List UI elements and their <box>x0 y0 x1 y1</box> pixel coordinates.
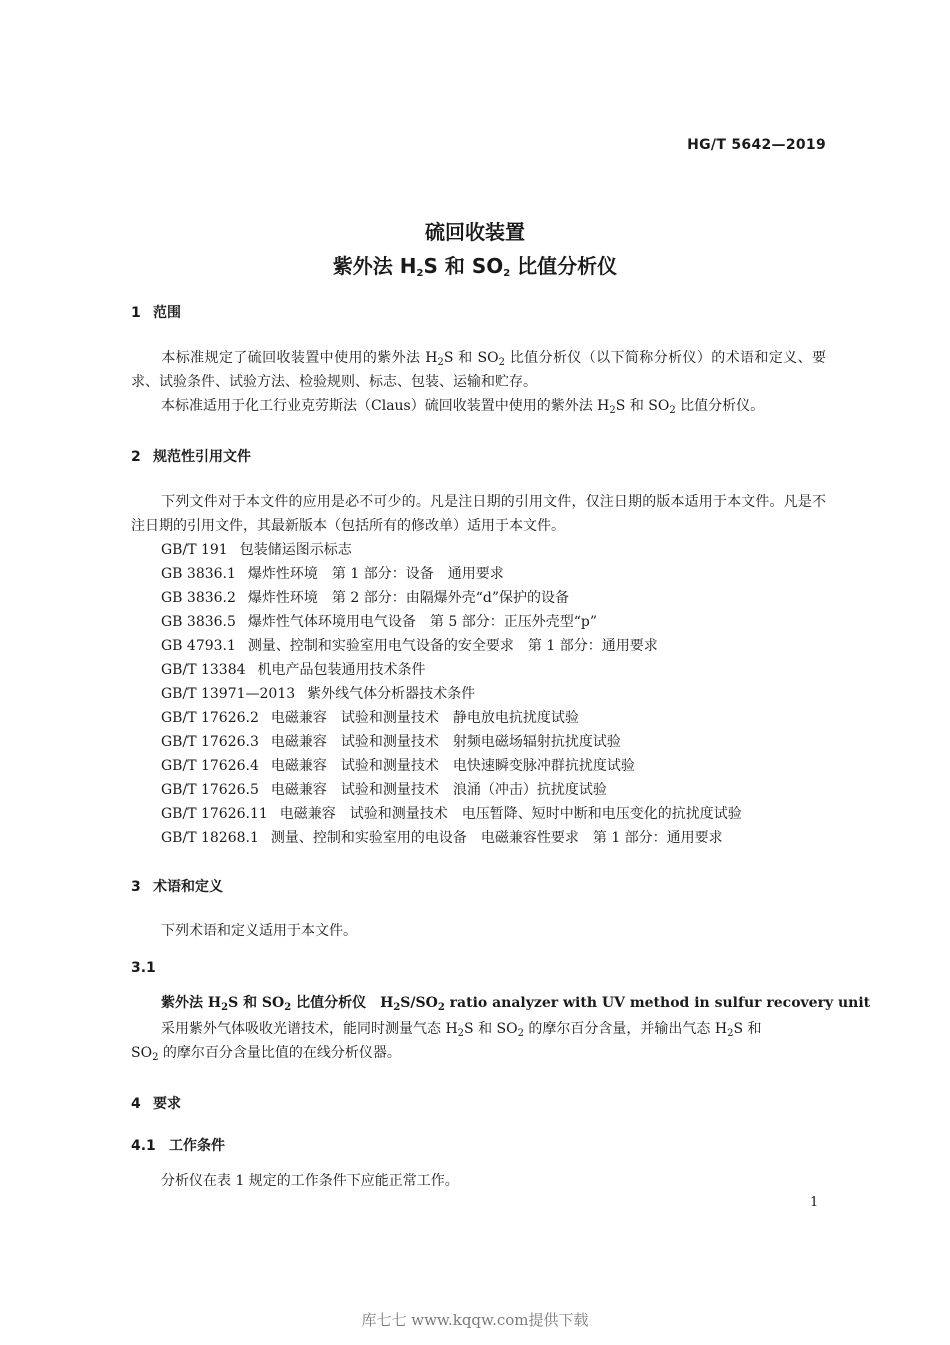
normative-references-list <box>161 538 742 850</box>
section-4-1-heading: 4.1 工作条件 <box>131 1138 225 1154</box>
reference-item: GB/T 17626.4 电磁兼容 试验和测量技术 电快速瞬变脉冲群抗扰度试验 <box>161 758 635 774</box>
reference-item: GB/T 17626.11 电磁兼容 试验和测量技术 电压暂降、短时中断和电压变化的抗扰度试验 <box>161 806 742 822</box>
reference-item: GB/T 17626.5 电磁兼容 试验和测量技术 浪涌（冲击）抗扰度试验 <box>161 782 607 798</box>
section-2-intro: 下列文件对于本文件的应用是必不可少的。凡是注日期的引用文件，仅注日期的版本适用于本文件。凡是不注日期的引用文件，其最新版本（包括所有的修改单）适用于本文件。 <box>131 494 826 534</box>
reference-item: GB 3836.5 爆炸性气体环境用电气设备 第 5 部分：正压外壳型“p” <box>161 614 598 630</box>
section-3-intro: 下列术语和定义适用于本文件。 <box>161 923 357 939</box>
reference-item: GB 4793.1 测量、控制和实验室用电气设备的安全要求 第 1 部分：通用要求 <box>161 638 658 654</box>
document-title-line1: 硫回收装置 <box>425 220 525 244</box>
term-3-1-definition: 采用紫外气体吸收光谱技术，能同时测量气态 $H_2S$ 和 $SO_2$ 的摩尔百分含量，并输出气态 $H_2S$ 和 $SO_2$ 的摩尔百分含量比值的在线分析仪器。 <box>131 1021 762 1063</box>
page-number: 1 <box>810 1195 819 1210</box>
section-2-heading: 2 规范性引用文件 <box>131 449 251 465</box>
reference-item: GB/T 17626.3 电磁兼容 试验和测量技术 射频电磁场辐射抗扰度试验 <box>161 734 621 750</box>
section-4-1-paragraph: 分析仪在表 1 规定的工作条件下应能正常工作。 <box>161 1173 459 1189</box>
term-3-1-title: 紫外法 $H_2S$ 和 $SO_2$ 比值分析仪 $H_2S/SO_2$ ratio analyzer with UV method in sulfur recovery unit <box>161 995 871 1013</box>
section-1-paragraph-1: 本标准规定了硫回收装置中使用的紫外法 $H_2S$ 和 $SO_2$ 比值分析仪（以下简称分析仪）的术语和定义、要求、试验条件、试验方法、检验规则、标志、包装、运输和贮存。 <box>131 350 826 390</box>
section-3-heading: 3 术语和定义 <box>131 879 223 895</box>
reference-item: GB/T 13384 机电产品包装通用技术条件 <box>161 662 426 678</box>
standard-code: HG/T 5642—2019 <box>687 137 826 153</box>
reference-item: GB/T 18268.1 测量、控制和实验室用的电设备 电磁兼容性要求 第 1 部分：通用要求 <box>161 830 723 846</box>
reference-item: GB/T 191 包装储运图示标志 <box>161 542 352 558</box>
section-1-heading: 1 范围 <box>131 305 181 321</box>
section-1-paragraph-2: 本标准适用于化工行业克劳斯法（Claus）硫回收装置中使用的紫外法 $H_2S$ 和 $SO_2$ 比值分析仪。 <box>161 398 765 416</box>
reference-item: GB 3836.1 爆炸性环境 第 1 部分：设备 通用要求 <box>161 566 504 582</box>
section-4-heading: 4 要求 <box>131 1096 181 1112</box>
document-title-line2: 紫外法 $H_2S$ 和 $SO_2$ 比值分析仪 <box>332 254 618 279</box>
reference-item: GB 3836.2 爆炸性环境 第 2 部分：由隔爆外壳“d”保护的设备 <box>161 590 570 606</box>
term-3-1-number: 3.1 <box>131 960 156 976</box>
reference-item: GB/T 17626.2 电磁兼容 试验和测量技术 静电放电抗扰度试验 <box>161 710 579 726</box>
download-watermark: 库七七 www.kqqw.com提供下载 <box>361 1311 589 1329</box>
reference-item: GB/T 13971—2013 紫外线气体分析器技术条件 <box>161 686 476 702</box>
